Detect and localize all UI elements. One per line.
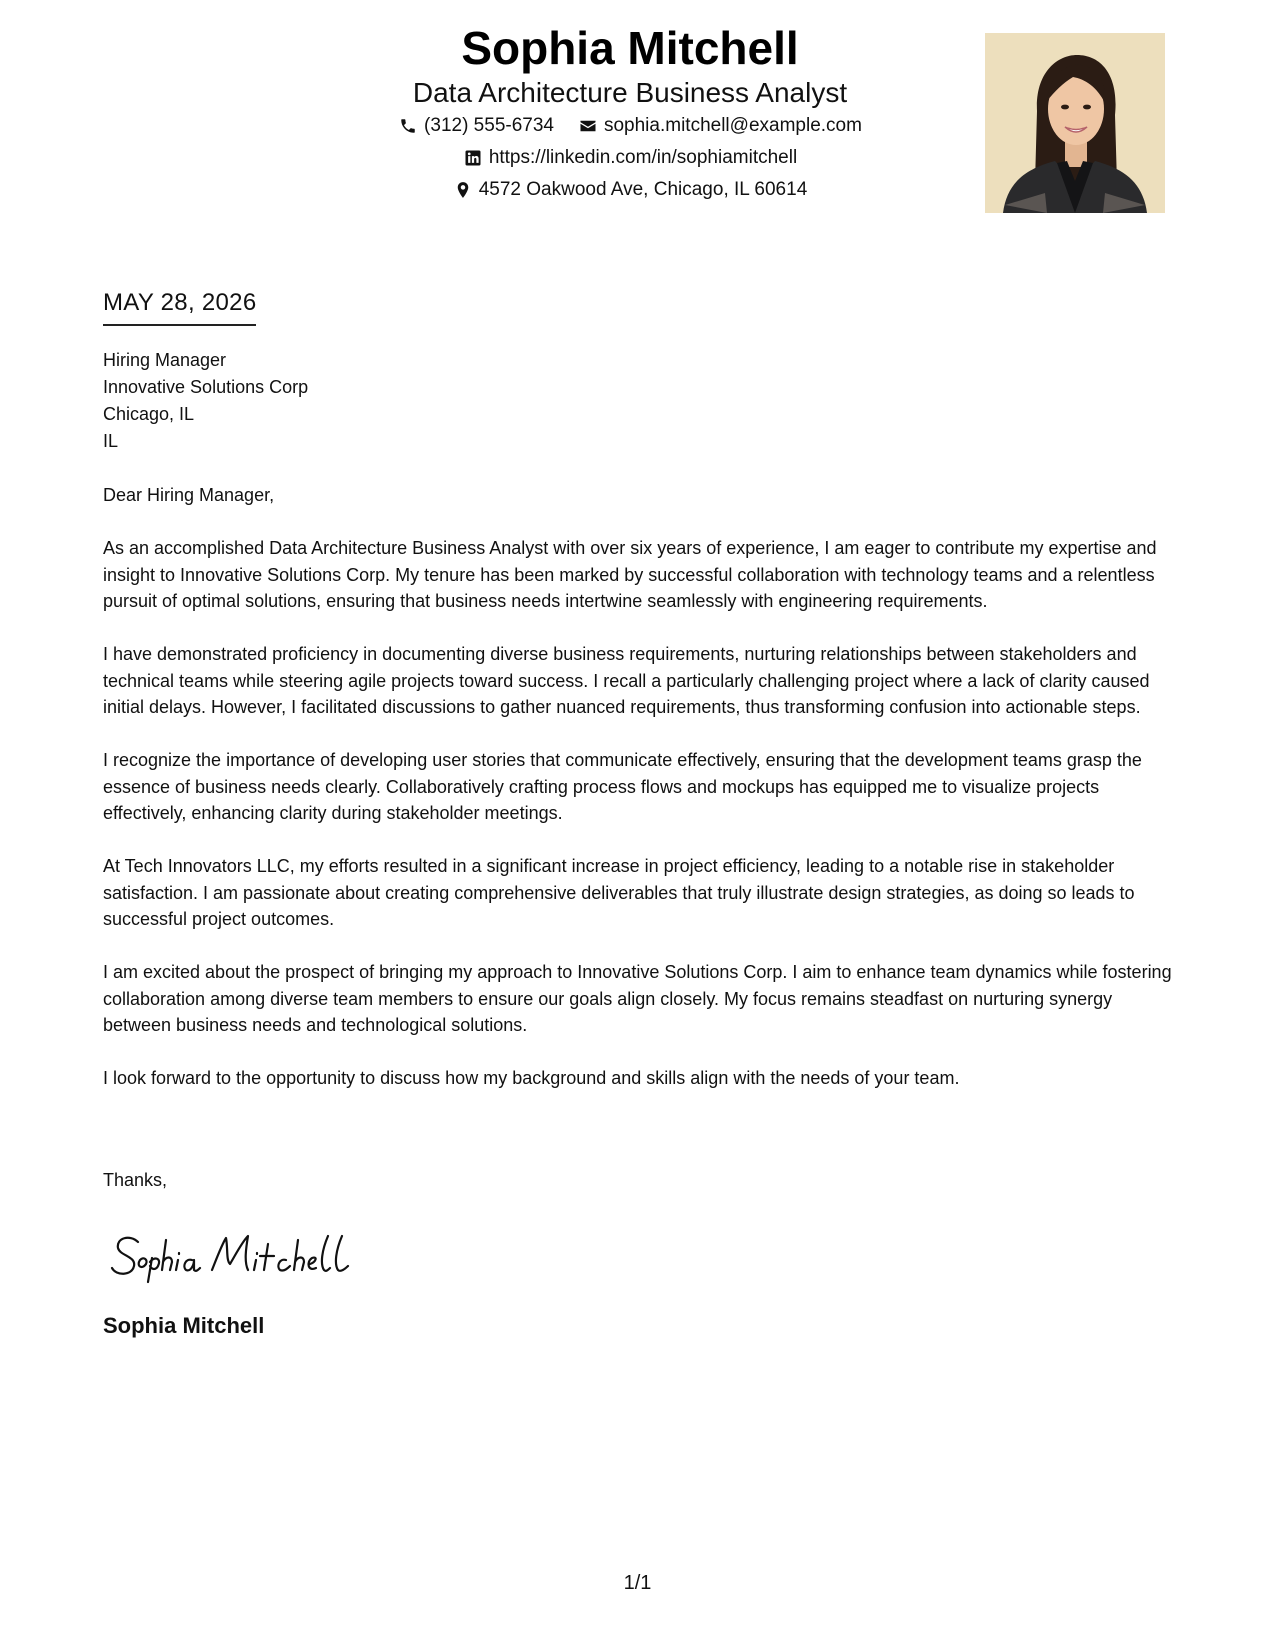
linkedin-icon xyxy=(463,148,483,168)
letter-body xyxy=(103,482,1175,1118)
contact-row-linkedin xyxy=(300,142,960,174)
signer-name: Sophia Mitchell xyxy=(103,1313,265,1338)
phone-icon xyxy=(398,116,418,136)
greeting: Dear Hiring Manager, xyxy=(103,485,275,505)
linkedin-url[interactable]: https://linkedin.com/in/sophiamitchell xyxy=(488,147,798,168)
body-paragraph: I recognize the importance of developing user stories that communicate effectively, ensuring that the development teams grasp the essence of business needs clearly. Collaboratively crafting process flows and mockups has equipped me to visualize projects effectively, enhancing clarity during stakeholder meetings. xyxy=(103,750,1142,823)
applicant-name: Sophia Mitchell xyxy=(461,22,799,74)
body-paragraph: I have demonstrated proficiency in documenting diverse business requirements, nurturing relationships between stakeholders and technical teams while steering agile projects toward success. I recall a particularly challenging project where a lack of clarity caused initial delays. However, I facilitated discussions to gather nuanced requirements, thus transforming confusion into actionable steps. xyxy=(103,644,1150,717)
envelope-icon xyxy=(578,116,598,136)
contact-row-primary xyxy=(300,110,960,142)
handwritten-signature xyxy=(108,1220,368,1290)
map-marker-icon xyxy=(453,180,473,200)
body-paragraph: At Tech Innovators LLC, my efforts resulted in a significant increase in project efficiency, leading to a notable rise in stakeholder satisfaction. I am passionate about creating comprehensive deliverables that truly illustrate design strategies, as doing so leads to successful project outcomes. xyxy=(103,856,1135,929)
applicant-title: Data Architecture Business Analyst xyxy=(412,77,848,108)
recipient-line: Chicago, IL xyxy=(103,404,195,424)
contact-row-address xyxy=(300,174,960,206)
recipient-line: IL xyxy=(103,431,119,451)
body-paragraph: I am excited about the prospect of bringing my approach to Innovative Solutions Corp. I aim to enhance team dynamics while fostering collaboration among diverse team members to ensure our goals align closely. My focus remains steadfast on nurturing synergy between business needs and technological solutions. xyxy=(103,962,1172,1035)
letter-header xyxy=(300,20,960,206)
phone-number: (312) 555-6734 xyxy=(424,115,554,136)
page-number: 1/1 xyxy=(623,1572,652,1594)
street-address: 4572 Oakwood Ave, Chicago, IL 60614 xyxy=(478,179,808,200)
body-paragraph: As an accomplished Data Architecture Business Analyst with over six years of experience, I am eager to contribute my expertise and insight to Innovative Solutions Corp. My tenure has been marked by successful collaboration with technology teams and a relentless pursuit of optimal solutions, ensuring that business needs intertwine seamlessly with engineering requirements. xyxy=(103,538,1157,611)
recipient-line: Hiring Manager xyxy=(103,350,227,370)
recipient-block xyxy=(103,347,308,455)
email-address[interactable]: sophia.mitchell@example.com xyxy=(603,115,862,136)
profile-photo xyxy=(985,33,1165,213)
closing: Thanks, xyxy=(103,1170,168,1190)
recipient-line: Innovative Solutions Corp xyxy=(103,377,309,397)
body-paragraph: I look forward to the opportunity to discuss how my background and skills align with the needs of your team. xyxy=(103,1068,960,1088)
letter-date: MAY 28, 2026 xyxy=(103,288,256,326)
